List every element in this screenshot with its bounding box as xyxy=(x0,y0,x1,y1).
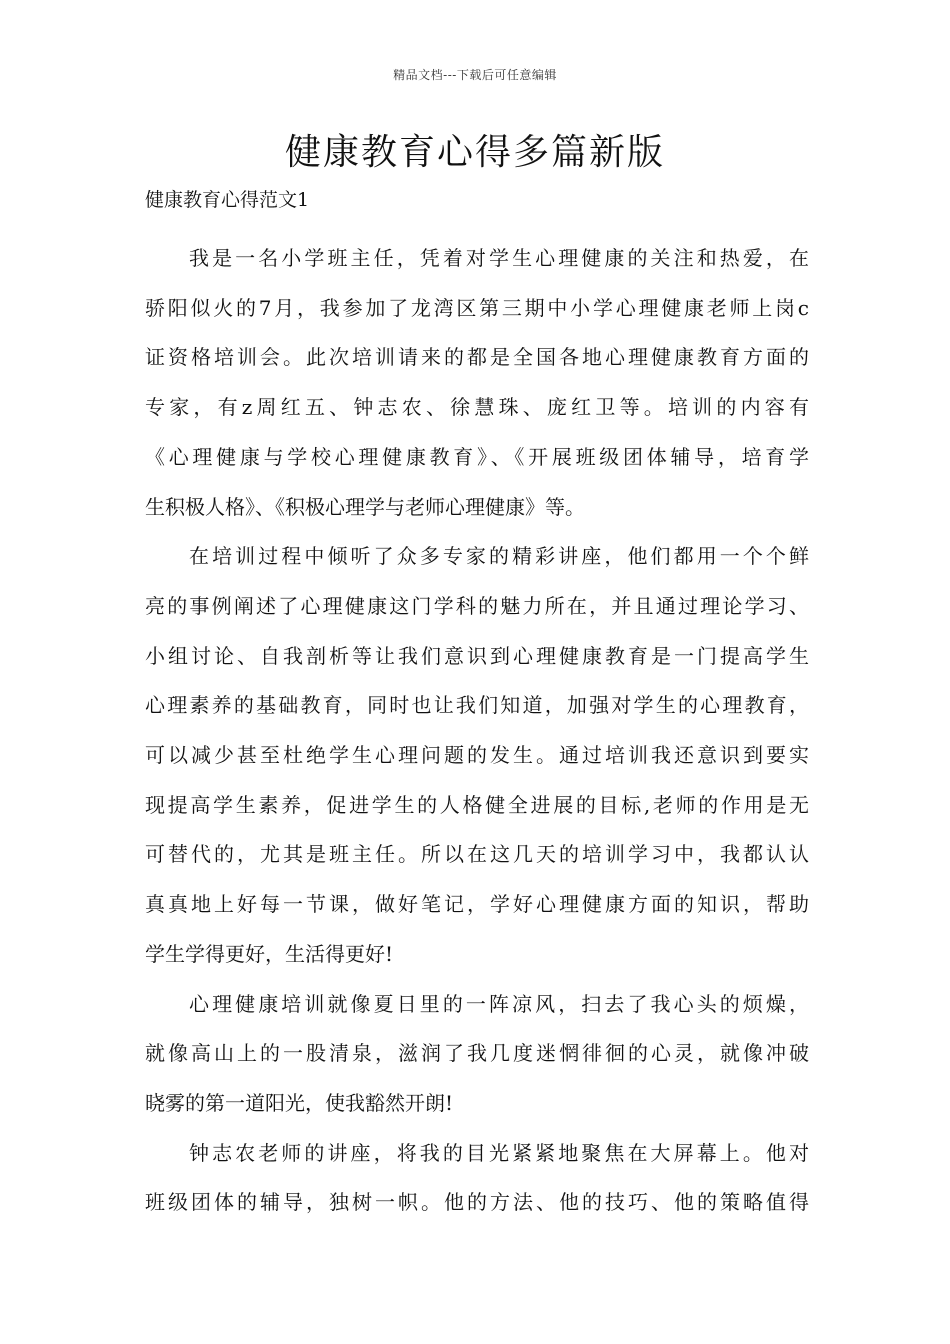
text-line: 可以减少甚至杜绝学生心理问题的发生。通过培训我还意识到要实 xyxy=(145,743,809,768)
text-line: 心理素养的基础教育，同时也让我们知道，加强对学生的心理教育， xyxy=(145,693,809,718)
header-watermark: 精品文档---下载后可任意编辑 xyxy=(393,68,557,82)
text-line: 专家，有z周红五、钟志农、徐慧珠、庞红卫等。培训的内容有 xyxy=(145,395,809,420)
section-title: 健康教育心得范文1 xyxy=(145,189,310,211)
text-line: 在培训过程中倾听了众多专家的精彩讲座，他们都用一个个鲜 xyxy=(189,544,809,569)
text-line: 心理健康培训就像夏日里的一阵凉风，扫去了我心头的烦燥， xyxy=(189,991,809,1016)
text-line: 晓雾的第一道阳光，使我豁然开朗! xyxy=(145,1090,454,1115)
text-line: 亮的事例阐述了心理健康这门学科的魅力所在，并且通过理论学习、 xyxy=(145,593,809,618)
paragraph xyxy=(145,532,809,979)
text-line: 我是一名小学班主任，凭着对学生心理健康的关注和热爱，在 xyxy=(189,246,809,270)
paragraph xyxy=(145,980,809,1129)
text-line: 钟志农老师的讲座，将我的目光紧紧地聚焦在大屏幕上。他对 xyxy=(189,1140,809,1165)
paragraph xyxy=(145,1129,809,1228)
text-line: 就像高山上的一股清泉，滋润了我几度迷惘徘徊的心灵，就像冲破 xyxy=(145,1041,809,1066)
text-line: 骄阳似火的7月，我参加了龙湾区第三期中小学心理健康老师上岗c xyxy=(145,295,809,320)
text-line: 小组讨论、自我剖析等让我们意识到心理健康教育是一门提高学生 xyxy=(145,643,809,668)
text-line: 班级团体的辅导，独树一帜。他的方法、他的技巧、他的策略值得 xyxy=(145,1190,809,1215)
paragraph xyxy=(145,234,809,532)
text-line: 证资格培训会。此次培训请来的都是全国各地心理健康教育方面的 xyxy=(145,345,809,370)
text-line: 可替代的，尤其是班主任。所以在这几天的培训学习中，我都认认 xyxy=(145,842,809,867)
text-line: 《心理健康与学校心理健康教育》、《开展班级团体辅导，培育学 xyxy=(145,444,809,469)
text-line: 现提高学生素养，促进学生的人格健全进展的目标,老师的作用是无 xyxy=(145,792,809,817)
text-line: 学生学得更好，生活得更好! xyxy=(145,941,394,966)
text-line: 生积极人格》、《积极心理学与老师心理健康》等。 xyxy=(145,494,585,519)
document-body xyxy=(145,234,809,1228)
text-line: 真真地上好每一节课，做好笔记，学好心理健康方面的知识，帮助 xyxy=(145,892,809,917)
document-title: 健康教育心得多篇新版 xyxy=(284,132,665,173)
